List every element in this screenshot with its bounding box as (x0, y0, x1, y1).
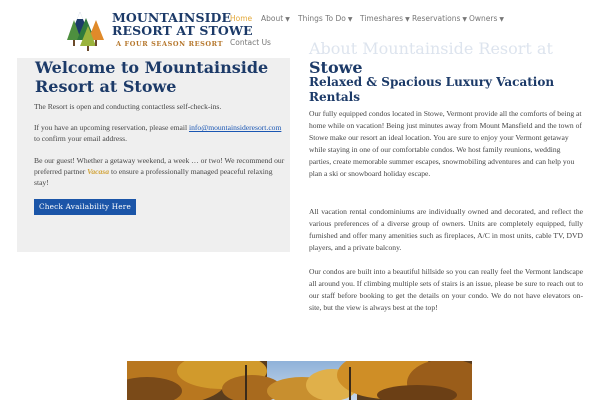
vacasa-link[interactable]: Vacasa (87, 167, 110, 176)
about-paragraph-1: Our fully equipped condos located in Stowe, Vermont provide all the comforts of being at home while on vacation! Being just minutes away from Mount Mansfield and the town of Stowe make our resort an ideal location. You are sure to enjoy your Vermont getaway while staying in one of our comfortable condos. We host family reunions, wedding parties, create memorable summer escapes, snowmobiling adventures and can help you plan a ski or snowboard holiday escape. (309, 109, 582, 178)
email-link[interactable]: info@mountainsideresort.com (188, 123, 282, 132)
welcome-notice: The Resort is open and conducting contactless self-check-ins. (34, 102, 222, 111)
logo-subtitle: A FOUR SEASON RESORT (116, 40, 224, 48)
chevron-down-icon: ▼ (462, 16, 468, 23)
about-subtitle: Relaxed & Spacious Luxury Vacation Rentals (309, 75, 555, 104)
nav-label: Owners (469, 14, 498, 23)
about-title: Stowe (309, 58, 363, 77)
nav-item-owners[interactable] (469, 14, 504, 23)
check-availability-button[interactable]: Check Availability Here (34, 199, 136, 215)
partner-text-before: Be our guest! Whether a getaway weekend, a week … or two! We recommend our preferred partner (34, 156, 285, 176)
mountain-trees-logo-icon (66, 10, 106, 52)
logo-title-line2: RESORT AT STOWE (112, 23, 253, 38)
welcome-partner-paragraph (34, 155, 286, 188)
nav-label: Timeshares (360, 14, 404, 23)
chevron-down-icon: ▼ (347, 16, 353, 23)
nav-item-contact-us[interactable] (230, 38, 271, 47)
photo-image (127, 361, 472, 400)
nav-item-things-to-do[interactable] (298, 14, 353, 23)
chevron-down-icon: ▼ (405, 16, 410, 23)
welcome-title: Welcome to Mountainside Resort at Stowe (35, 58, 269, 96)
nav-label: Things To Do (298, 14, 346, 23)
chevron-down-icon: ▼ (285, 16, 290, 23)
nav-label: About (261, 14, 284, 23)
nav-label: Reservations (412, 14, 461, 23)
logo-title-line1: MOUNTAINSIDE (112, 10, 232, 25)
nav-label: Contact Us (230, 38, 271, 47)
nav-item-about[interactable] (261, 14, 290, 23)
email-text-after: to confirm your email address. (34, 134, 127, 143)
about-paragraph-2: All vacation rental condominiums are individually owned and decorated, and reflect the various preferences of a diverse group of owners. Units are completely equipped, fully furnished and offer many amenities such as fireplaces, A/C in most units, cable TV, DVD players, and a private balcony. (309, 207, 583, 252)
nav-item-reservations[interactable] (412, 14, 467, 23)
about-paragraph-3: Our condos are built into a beautiful hillside so you can really feel the Vermont landscape all around you. If climbing multiple sets of stairs is an issue, please be sure to reach out to our staff before booking to get the details on your condo. We do not have elevators on-site, but the view is always best at the top! (309, 267, 583, 312)
partner-text-after: to ensure a professionally managed peaceful relaxing stay! (34, 167, 273, 187)
welcome-email-paragraph (34, 122, 286, 144)
email-text-before: If you have an upcoming reservation, please email (34, 123, 189, 132)
autumn-resort-photo (127, 361, 472, 400)
nav-label: Home (230, 14, 253, 23)
faded-heading: About Mountainside Resort at (309, 39, 553, 58)
chevron-down-icon: ▼ (499, 16, 505, 23)
nav-item-timeshares[interactable] (360, 14, 410, 23)
nav-item-home[interactable] (230, 14, 252, 23)
welcome-panel (17, 58, 290, 252)
